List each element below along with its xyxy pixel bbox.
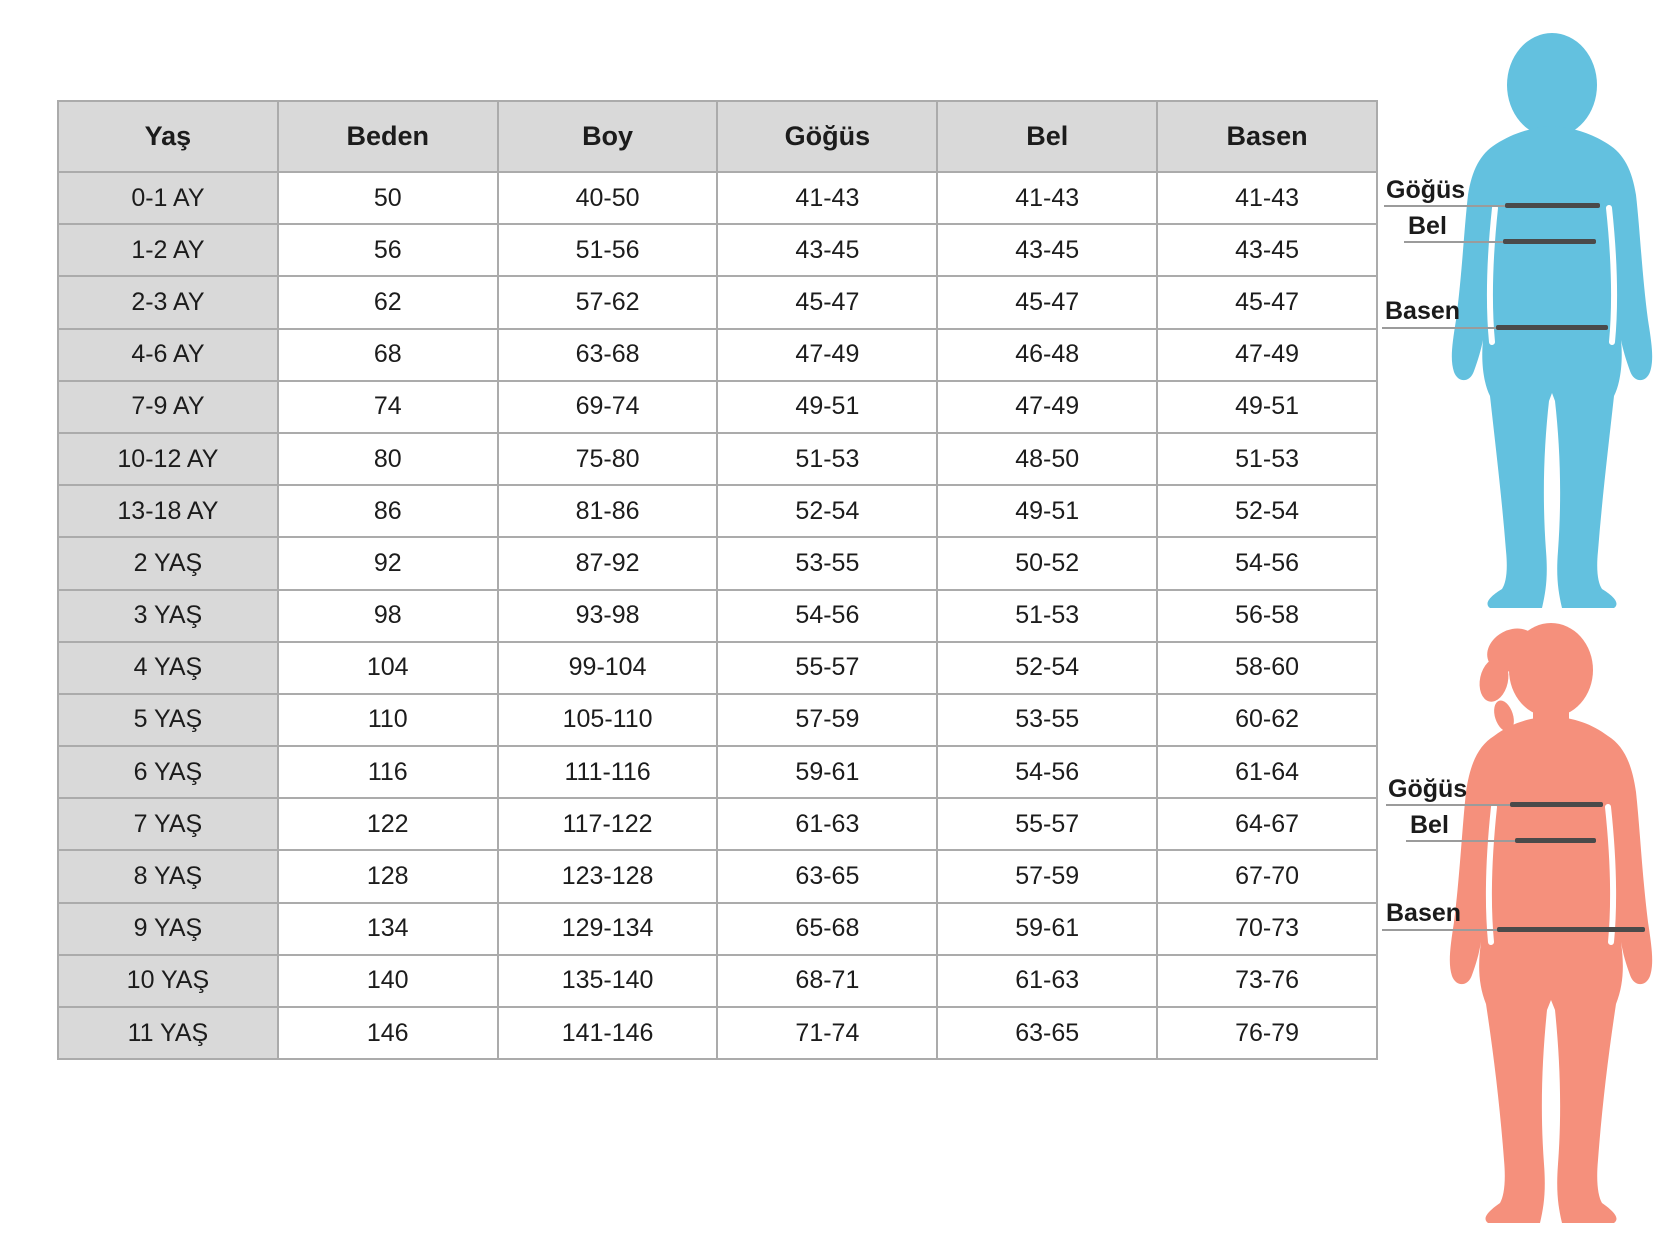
value-cell: 128 [278,850,498,902]
value-cell: 45-47 [937,276,1157,328]
age-cell: 8 YAŞ [58,850,278,902]
value-cell: 140 [278,955,498,1007]
value-cell: 74 [278,381,498,433]
column-header-waist: Bel [937,101,1157,172]
value-cell: 65-68 [717,903,937,955]
value-cell: 56-58 [1157,590,1377,642]
value-cell: 54-56 [1157,537,1377,589]
table-row [58,433,1377,485]
table-row [58,381,1377,433]
value-cell: 40-50 [498,172,718,224]
table-row [58,798,1377,850]
value-cell: 123-128 [498,850,718,902]
value-cell: 99-104 [498,642,718,694]
age-cell: 4 YAŞ [58,642,278,694]
value-cell: 51-53 [937,590,1157,642]
value-cell: 60-62 [1157,694,1377,746]
girl-waist-label: Bel [1410,811,1449,839]
value-cell: 57-59 [717,694,937,746]
value-cell: 81-86 [498,485,718,537]
value-cell: 53-55 [717,537,937,589]
size-table-body [58,172,1377,1059]
value-cell: 59-61 [717,746,937,798]
girl-chest-measure-line [1510,802,1603,807]
table-row [58,694,1377,746]
table-row [58,850,1377,902]
value-cell: 63-68 [498,329,718,381]
value-cell: 129-134 [498,903,718,955]
boy-head [1507,33,1597,137]
value-cell: 51-53 [717,433,937,485]
value-cell: 104 [278,642,498,694]
value-cell: 51-53 [1157,433,1377,485]
table-row [58,329,1377,381]
column-header-age: Yaş [58,101,278,172]
value-cell: 116 [278,746,498,798]
value-cell: 56 [278,224,498,276]
table-row [58,642,1377,694]
value-cell: 53-55 [937,694,1157,746]
value-cell: 41-43 [1157,172,1377,224]
value-cell: 122 [278,798,498,850]
size-table [57,100,1378,1060]
value-cell: 59-61 [937,903,1157,955]
table-row [58,276,1377,328]
size-table-header [58,101,1377,172]
value-cell: 134 [278,903,498,955]
age-cell: 10 YAŞ [58,955,278,1007]
value-cell: 135-140 [498,955,718,1007]
value-cell: 70-73 [1157,903,1377,955]
boy-body [1452,126,1652,608]
table-row [58,485,1377,537]
value-cell: 43-45 [1157,224,1377,276]
value-cell: 76-79 [1157,1007,1377,1059]
value-cell: 43-45 [717,224,937,276]
value-cell: 57-62 [498,276,718,328]
value-cell: 52-54 [1157,485,1377,537]
value-cell: 141-146 [498,1007,718,1059]
column-header-hip: Basen [1157,101,1377,172]
table-row [58,537,1377,589]
boy-hip-label: Basen [1385,297,1461,325]
boy-chest-label: Göğüs [1386,176,1466,204]
value-cell: 62 [278,276,498,328]
value-cell: 49-51 [1157,381,1377,433]
value-cell: 146 [278,1007,498,1059]
value-cell: 80 [278,433,498,485]
age-cell: 2-3 AY [58,276,278,328]
value-cell: 47-49 [937,381,1157,433]
value-cell: 61-63 [937,955,1157,1007]
boy-waist-label: Bel [1408,212,1447,240]
value-cell: 69-74 [498,381,718,433]
value-cell: 87-92 [498,537,718,589]
boy-hip-measure-line [1496,325,1608,330]
value-cell: 48-50 [937,433,1157,485]
value-cell: 86 [278,485,498,537]
age-cell: 10-12 AY [58,433,278,485]
value-cell: 67-70 [1157,850,1377,902]
value-cell: 51-56 [498,224,718,276]
girl-hip-label: Basen [1386,899,1462,927]
table-row [58,224,1377,276]
boy-chest-measure-line [1505,203,1600,208]
value-cell: 68-71 [717,955,937,1007]
age-cell: 4-6 AY [58,329,278,381]
value-cell: 54-56 [717,590,937,642]
value-cell: 105-110 [498,694,718,746]
value-cell: 111-116 [498,746,718,798]
value-cell: 46-48 [937,329,1157,381]
table-row [58,172,1377,224]
value-cell: 73-76 [1157,955,1377,1007]
value-cell: 98 [278,590,498,642]
value-cell: 43-45 [937,224,1157,276]
girl-hip-measure-line [1497,927,1645,932]
age-cell: 11 YAŞ [58,1007,278,1059]
table-row [58,955,1377,1007]
value-cell: 68 [278,329,498,381]
value-cell: 64-67 [1157,798,1377,850]
value-cell: 57-59 [937,850,1157,902]
value-cell: 61-64 [1157,746,1377,798]
value-cell: 52-54 [717,485,937,537]
value-cell: 49-51 [937,485,1157,537]
age-cell: 7-9 AY [58,381,278,433]
table-row [58,590,1377,642]
value-cell: 63-65 [717,850,937,902]
value-cell: 45-47 [1157,276,1377,328]
value-cell: 50-52 [937,537,1157,589]
value-cell: 58-60 [1157,642,1377,694]
value-cell: 63-65 [937,1007,1157,1059]
value-cell: 71-74 [717,1007,937,1059]
girl-chest-label: Göğüs [1388,775,1468,803]
age-cell: 6 YAŞ [58,746,278,798]
girl-body [1450,716,1652,1223]
table-row [58,903,1377,955]
value-cell: 45-47 [717,276,937,328]
age-cell: 0-1 AY [58,172,278,224]
value-cell: 41-43 [717,172,937,224]
girl-head [1509,623,1593,717]
age-cell: 5 YAŞ [58,694,278,746]
value-cell: 55-57 [937,798,1157,850]
header-row [58,101,1377,172]
value-cell: 41-43 [937,172,1157,224]
column-header-chest: Göğüs [717,101,937,172]
value-cell: 50 [278,172,498,224]
age-cell: 7 YAŞ [58,798,278,850]
column-header-height: Boy [498,101,718,172]
age-cell: 9 YAŞ [58,903,278,955]
value-cell: 47-49 [1157,329,1377,381]
value-cell: 61-63 [717,798,937,850]
value-cell: 117-122 [498,798,718,850]
girl-waist-measure-line [1515,838,1596,843]
age-cell: 2 YAŞ [58,537,278,589]
value-cell: 75-80 [498,433,718,485]
value-cell: 47-49 [717,329,937,381]
table-row [58,1007,1377,1059]
value-cell: 92 [278,537,498,589]
value-cell: 55-57 [717,642,937,694]
value-cell: 49-51 [717,381,937,433]
age-cell: 13-18 AY [58,485,278,537]
age-cell: 3 YAŞ [58,590,278,642]
boy-waist-measure-line [1503,239,1596,244]
column-header-size: Beden [278,101,498,172]
value-cell: 93-98 [498,590,718,642]
value-cell: 52-54 [937,642,1157,694]
age-cell: 1-2 AY [58,224,278,276]
value-cell: 54-56 [937,746,1157,798]
table-row [58,746,1377,798]
value-cell: 110 [278,694,498,746]
